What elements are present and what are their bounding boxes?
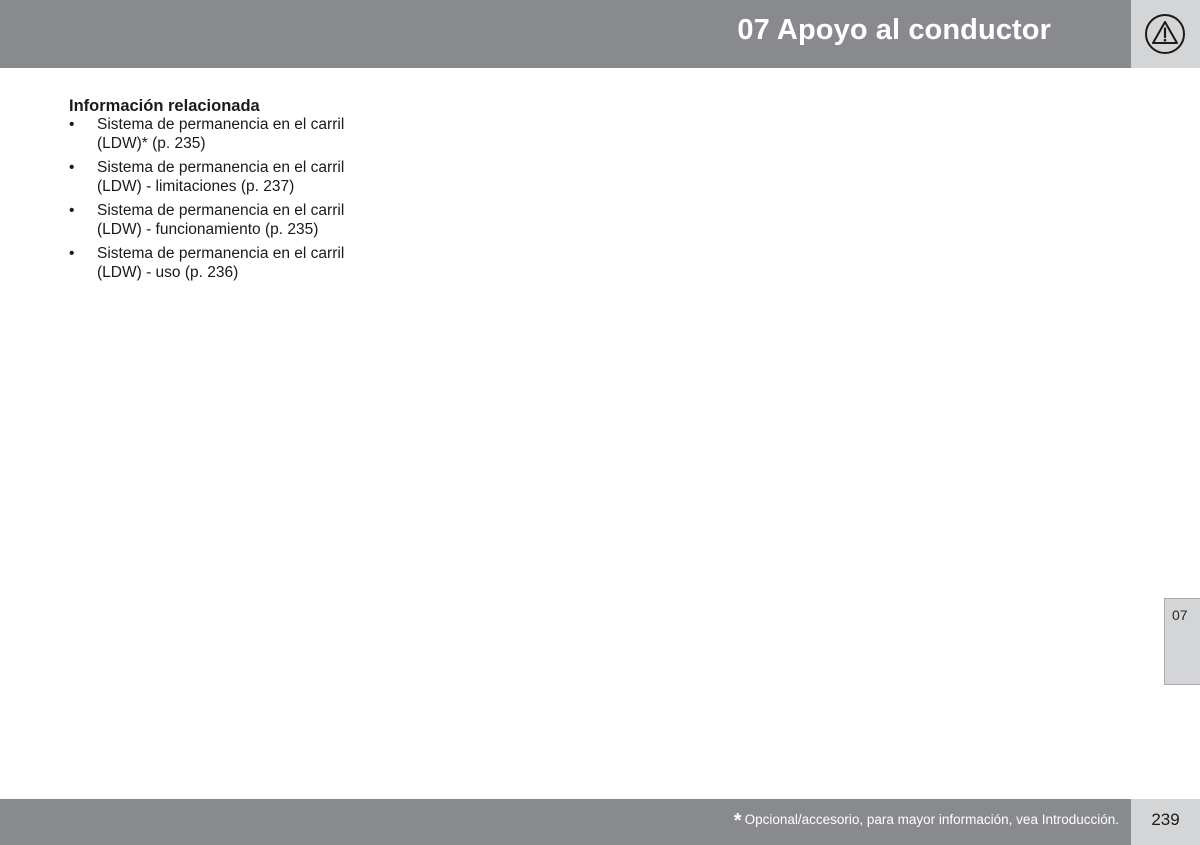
related-link-item[interactable] (69, 116, 389, 153)
related-link-line1[interactable]: Sistema de permanencia en el carril (97, 159, 345, 176)
related-link-item[interactable] (69, 202, 389, 239)
warning-triangle-icon (1144, 13, 1186, 55)
related-link-line1[interactable]: Sistema de permanencia en el carril (97, 202, 345, 219)
related-list (69, 116, 389, 282)
bullet-icon: • (69, 202, 75, 219)
page-number-box (1131, 799, 1200, 845)
footnote-text: Opcional/accesorio, para mayor información, vea Introducción. (744, 812, 1119, 827)
section-heading: Información relacionada (69, 97, 260, 115)
footnote-asterisk: * (733, 810, 742, 832)
bullet-icon: • (69, 116, 75, 133)
chapter-tab-label: 07 (1172, 607, 1188, 623)
page-number: 239 (1151, 810, 1180, 829)
related-info-section (69, 96, 389, 288)
header-bar (0, 0, 1131, 68)
related-link-item[interactable] (69, 159, 389, 196)
header-icon-box (1131, 0, 1200, 68)
footer-bar (0, 799, 1131, 845)
related-link-line2[interactable]: (LDW) - limitaciones (p. 237) (97, 177, 295, 195)
related-link-line1[interactable]: Sistema de permanencia en el carril (97, 245, 345, 262)
related-link-line2[interactable]: (LDW) - uso (p. 236) (97, 263, 239, 281)
bullet-icon: • (69, 159, 75, 176)
related-link-line1[interactable]: Sistema de permanencia en el carril (97, 116, 345, 133)
footnote (734, 810, 1119, 833)
related-link-line2[interactable]: (LDW)* (p. 235) (97, 134, 206, 152)
bullet-icon: • (69, 245, 75, 262)
related-link-item[interactable] (69, 245, 389, 282)
related-link-line2[interactable]: (LDW) - funcionamiento (p. 235) (97, 220, 319, 238)
chapter-side-tab[interactable] (1164, 598, 1200, 685)
chapter-title: 07 Apoyo al conductor (737, 14, 1051, 46)
